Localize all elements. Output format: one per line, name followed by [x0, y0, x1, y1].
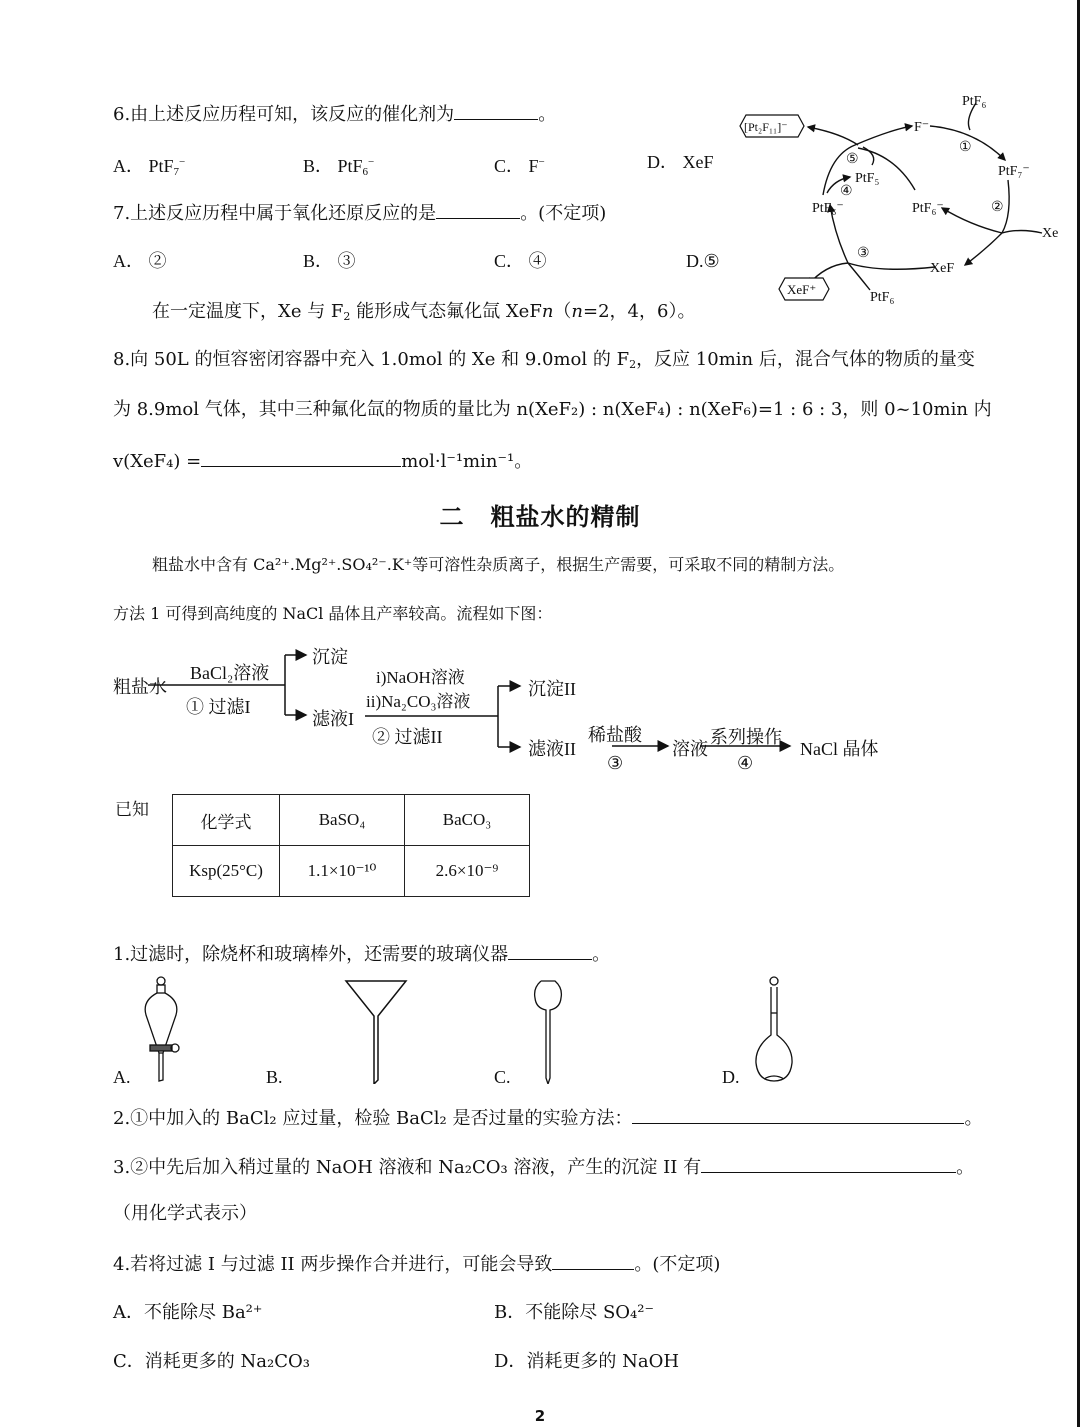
flow-series-operations: 系列操作 [710, 727, 782, 747]
table-header: BaSO₄ [280, 795, 405, 846]
q1-option-c[interactable]: C. [494, 1067, 511, 1087]
question-8-line-1: 8.向 50L 的恒容密闭容器中充入 1.0mol 的 Xe 和 9.0mol 的 $F_2$，反应 10min 后，混合气体的物质的量变 [113, 349, 975, 371]
answer-blank[interactable] [436, 200, 520, 219]
question-6-end: 。 [538, 104, 557, 125]
q1-option-b[interactable]: B. [266, 1067, 283, 1087]
process-flowchart [100, 635, 900, 785]
question-7 [113, 200, 606, 226]
answer-blank[interactable] [701, 1154, 956, 1173]
method-description: 方法 1 可得到高纯度的 NaCl 晶体且产率较高。流程如下图： [113, 604, 553, 623]
ksp-table [172, 794, 530, 897]
table-header: BaCO₃ [405, 795, 530, 846]
separatory-funnel-icon[interactable] [140, 975, 185, 1085]
flow-precipitate: 沉淀 [312, 647, 348, 667]
flow-filtrate-1: 滤液I [312, 709, 354, 729]
q6-option-c[interactable]: C． F− [494, 156, 545, 176]
table-header: 化学式 [173, 795, 280, 846]
q6-option-d[interactable]: D． XeF [647, 152, 714, 172]
pt2f11-label: [Pt₂F₁₁]⁻ [744, 120, 788, 134]
flow-crude-brine: 粗盐水 [113, 677, 167, 697]
question-7-text: 7.上述反应历程中属于氧化还原反应的是 [113, 203, 437, 224]
question-8-line-3: v(XeF₄) = mol·l⁻¹min⁻¹。 [113, 448, 532, 474]
flow-step-1: ① 过滤I [186, 697, 251, 717]
section-intro: 粗盐水中含有 Ca²⁺.Mg²⁺.SO₄²⁻.K⁺等可溶性杂质离子，根据生产需要，可采取不同的精制方法。 [152, 555, 845, 574]
step-4-label: ④ [840, 184, 853, 199]
catalytic-cycle-icon [730, 85, 1080, 325]
xe-intro: 在一定温度下，Xe 与 $F_2$ 能形成气态氟化氙 XeFn（n=2，4，6）。 [152, 301, 696, 323]
ptf5-label: PtF₅ [855, 171, 880, 186]
question-2: 2.①中加入的 BaCl₂ 应过量，检验 BaCl₂ 是否过量的实验方法： 。 [113, 1105, 982, 1131]
question-3-note: （用化学式表示） [113, 1203, 257, 1224]
q4-option-b[interactable]: B．不能除尽 SO₄²⁻ [494, 1302, 654, 1323]
q7-option-a[interactable]: A． ② [113, 251, 167, 271]
table-header-row [173, 795, 530, 846]
question-3: 3.②中先后加入稍过量的 NaOH 溶液和 Na₂CO₃ 溶液，产生的沉淀 II 有 。 [113, 1154, 974, 1180]
q4-option-c[interactable]: C．消耗更多的 Na₂CO₃ [113, 1351, 310, 1372]
q1-option-d[interactable]: D. [722, 1067, 740, 1087]
answer-blank[interactable] [552, 1251, 634, 1270]
table-cell: 1.1×10⁻¹⁰ [280, 846, 405, 897]
question-1: 1.过滤时，除烧杯和玻璃棒外，还需要的玻璃仪器 。 [113, 941, 610, 967]
flow-filtrate-2: 滤液II [528, 739, 576, 759]
step-2-label: ② [991, 200, 1004, 215]
question-4: 4.若将过滤 I 与过滤 II 两步操作合并进行，可能会导致 。(不定项) [113, 1251, 720, 1277]
xe-label: Xe [1042, 226, 1059, 241]
table-cell: 2.6×10⁻⁹ [405, 846, 530, 897]
question-6-text: 6.由上述反应历程可知，该反应的催化剂为 [113, 104, 455, 125]
flow-precipitate-2: 沉淀II [528, 679, 576, 699]
flow-step-4: ④ [737, 753, 754, 773]
question-7-end: 。(不定项) [520, 203, 607, 224]
flow-step-2: ② 过滤II [372, 727, 443, 747]
xef-label: XeF [930, 261, 955, 276]
f-minus-label: F⁻ [914, 120, 930, 135]
reaction-mechanism-diagram [730, 85, 1080, 325]
q4-option-a[interactable]: A．不能除尽 Ba²⁺ [113, 1302, 263, 1323]
answer-blank[interactable] [508, 941, 592, 960]
ptf6-top-label: PtF₆ [962, 94, 987, 109]
flow-reagent-na2co3: ii)Na₂CO₃溶液 [366, 692, 471, 711]
ptf7-label: PtF₇⁻ [998, 164, 1030, 179]
table-cell: Ksp(25°C) [173, 846, 280, 897]
question-6 [113, 101, 556, 127]
flow-step-3: ③ [607, 753, 624, 773]
page-number: 2 [534, 1407, 546, 1425]
volumetric-flask-icon[interactable] [752, 975, 796, 1085]
table-row [173, 846, 530, 897]
flow-reagent-naoh: i)NaOH溶液 [376, 668, 465, 687]
question-8-line-2: 为 8.9mol 气体，其中三种氟化氙的物质的量比为 n(XeF₂) : n(XeF₄) : n(XeF₆)=1 : 6 : 3，则 0~10min 内 [113, 399, 992, 420]
flow-nacl-crystal: NaCl 晶体 [800, 739, 879, 759]
q7-option-b[interactable]: B． ③ [303, 251, 356, 271]
section-number: 二 [439, 503, 465, 531]
q4-option-d[interactable]: D．消耗更多的 NaOH [494, 1351, 680, 1372]
flow-reagent-bacl2: BaCl₂溶液 [190, 663, 270, 683]
answer-blank[interactable] [454, 101, 538, 120]
xef-plus-label: XeF⁺ [787, 282, 817, 297]
flow-reagent-hcl: 稀盐酸 [588, 725, 642, 745]
step-3-label: ③ [857, 246, 870, 261]
answer-blank[interactable] [201, 448, 401, 467]
known-label: 已知 [115, 800, 149, 820]
funnel-icon[interactable] [343, 978, 409, 1084]
q7-option-c[interactable]: C． ④ [494, 251, 547, 271]
step-5-label: ⑤ [846, 152, 859, 167]
flow-solution: 溶液 [672, 739, 708, 759]
section-title: 粗盐水的精制 [490, 503, 641, 531]
ptf6-minus-mid-label: PtF₆⁻ [912, 201, 944, 216]
q7-option-d[interactable]: D.⑤ [686, 251, 720, 271]
q6-option-a[interactable]: A． PtF$_7$− [113, 156, 186, 178]
step-1-label: ① [959, 140, 972, 155]
ptf6-minus-left-label: PtF₆⁻ [812, 201, 844, 216]
bulb-pipette-icon[interactable] [533, 978, 563, 1084]
section-heading [0, 497, 1080, 532]
ptf6-bottom-label: PtF₆ [870, 290, 895, 305]
answer-blank[interactable] [632, 1105, 964, 1124]
q6-option-b[interactable]: B． PtF$_6$− [303, 156, 375, 178]
q1-option-a[interactable]: A. [113, 1067, 131, 1087]
